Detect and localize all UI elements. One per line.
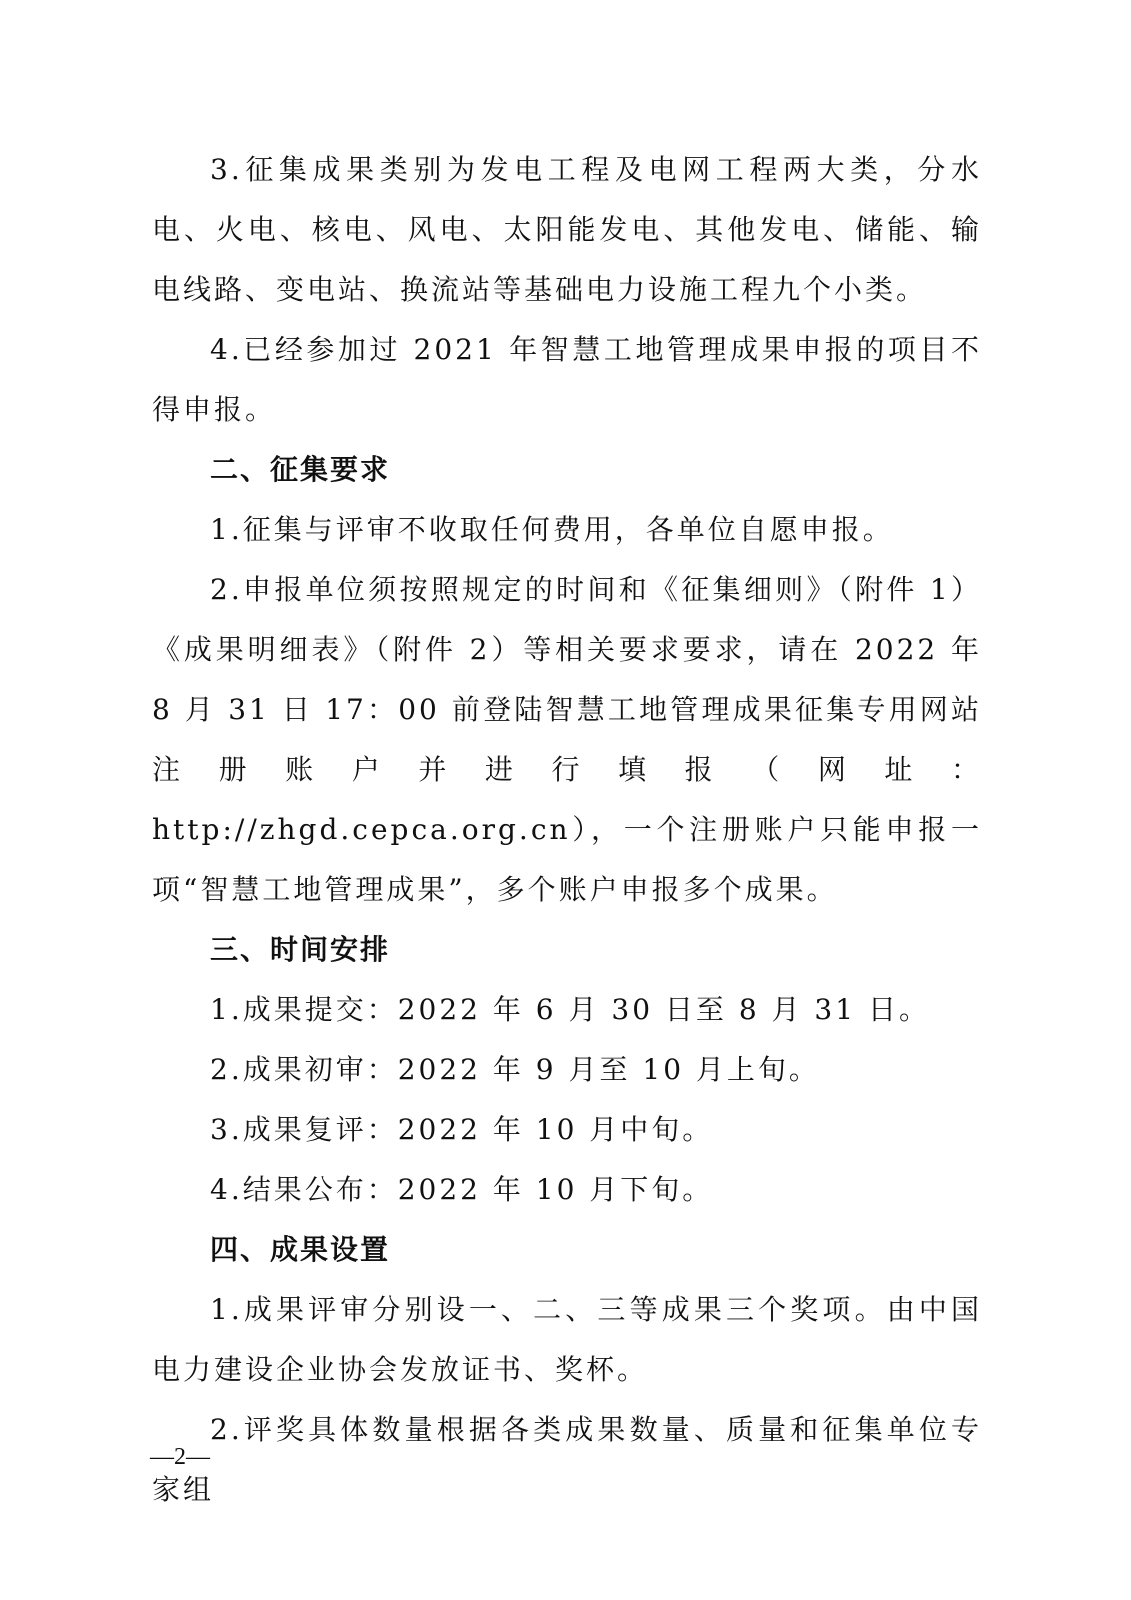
section-heading-awards: 四、成果设置 (210, 1233, 391, 1266)
schedule-item-4: 4.结果公布：2022 年 10 月下旬。 (210, 1173, 714, 1206)
paragraph-category-scope: 3.征集成果类别为发电工程及电网工程两大类，分水电、火电、核电、风电、太阳能发电、其他发电、储能、输电线路、变电站、换流站等基础电力设施工程九个小类。 (152, 153, 982, 306)
awards-item-2: 2.评奖具体数量根据各类成果数量、质量和征集单位专家组 (152, 1413, 982, 1506)
awards-item-1: 1.成果评审分别设一、二、三等成果三个奖项。由中国电力建设企业协会发放证书、奖杯。 (152, 1293, 982, 1386)
schedule-item-3: 3.成果复评：2022 年 10 月中旬。 (210, 1113, 714, 1146)
schedule-item-2: 2.成果初审：2022 年 9 月至 10 月上旬。 (210, 1053, 820, 1086)
document-body (152, 140, 982, 1520)
paragraph-previous-projects: 4.已经参加过 2021 年智慧工地管理成果申报的项目不得申报。 (152, 333, 982, 426)
requirement-item-1: 1.征集与评审不收取任何费用，各单位自愿申报。 (210, 513, 894, 546)
section-heading-requirements: 二、征集要求 (210, 453, 391, 486)
schedule-item-1: 1.成果提交：2022 年 6 月 30 日至 8 月 31 日。 (210, 993, 930, 1026)
section-heading-schedule: 三、时间安排 (210, 933, 391, 966)
requirement-item-2: 2.申报单位须按照规定的时间和《征集细则》（附件 1）《成果明细表》（附件 2）等相关要求要求，请在 2022 年 8 月 31 日 17：00 前登陆智慧工地管理成果征集专用网站注册账户并进行填报（网址：http://zhgd.cepca.org.cn），一个注册账户只能申报一项“智慧工地管理成果”，多个账户申报多个成果。 (152, 573, 982, 906)
page-number: —2— (150, 1444, 210, 1470)
